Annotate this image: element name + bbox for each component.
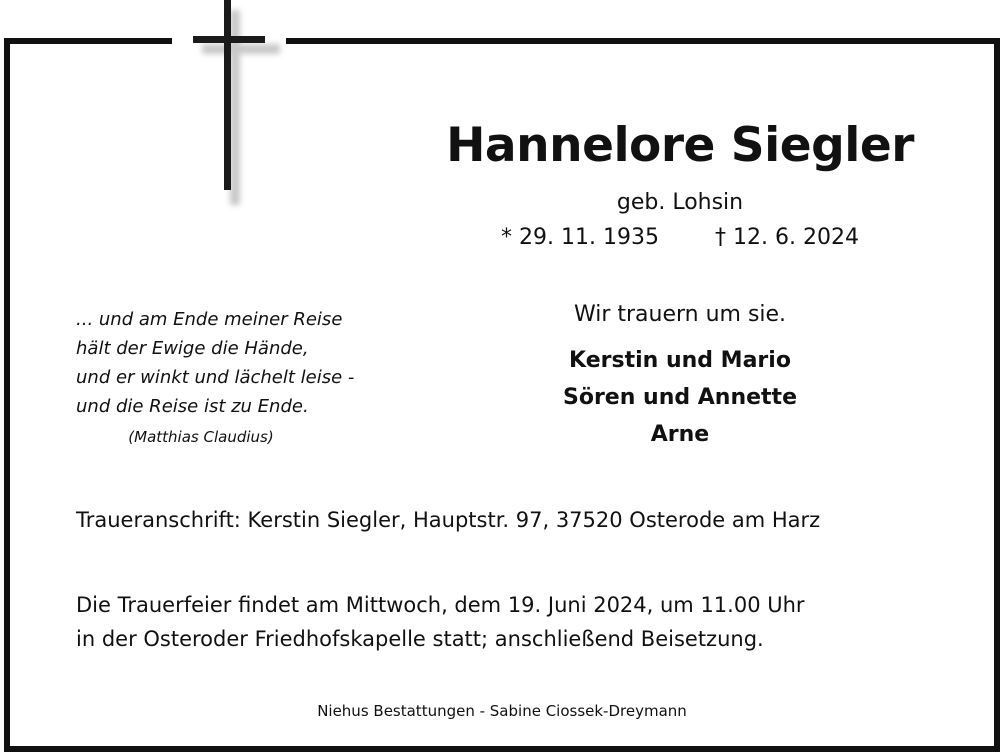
mourning-intro: Wir trauern um sie. <box>573 302 787 327</box>
ceremony-line: Die Trauerfeier findet am Mittwoch, dem 19. Juni 2024, um 11.00 Uhr <box>76 593 805 617</box>
cross-icon <box>190 0 280 200</box>
ceremony-info <box>76 588 805 656</box>
life-dates <box>380 225 980 250</box>
mourner-names <box>380 342 980 453</box>
funeral-home: Niehus Bestattungen - Sabine Ciossek-Dreymann <box>317 702 687 720</box>
mourner-name: Kerstin und Mario <box>569 348 791 373</box>
mourning-address: Traueranschrift: Kerstin Siegler, Hauptstr. 97, 37520 Osterode am Harz <box>76 508 821 532</box>
death-date: † 12. 6. 2024 <box>715 225 859 250</box>
mourner-name: Sören und Annette <box>562 385 797 410</box>
birth-name: geb. Lohsin <box>616 190 744 215</box>
mourner-name: Arne <box>650 422 710 447</box>
poem-line: hält der Ewige die Hände, <box>76 338 309 359</box>
poem-line: und die Reise ist zu Ende. <box>76 396 309 417</box>
poem-line: und er winkt und lächelt leise - <box>76 367 355 388</box>
deceased-name: Hannelore Siegler <box>446 118 914 173</box>
poem <box>76 305 416 421</box>
poem-author: (Matthias Claudius) <box>128 428 274 446</box>
birth-date: * 29. 11. 1935 <box>501 225 659 250</box>
poem-line: ... und am Ende meiner Reise <box>76 309 343 330</box>
ceremony-line: in der Osteroder Friedhofskapelle statt; anschließend Beisetzung. <box>76 627 764 651</box>
